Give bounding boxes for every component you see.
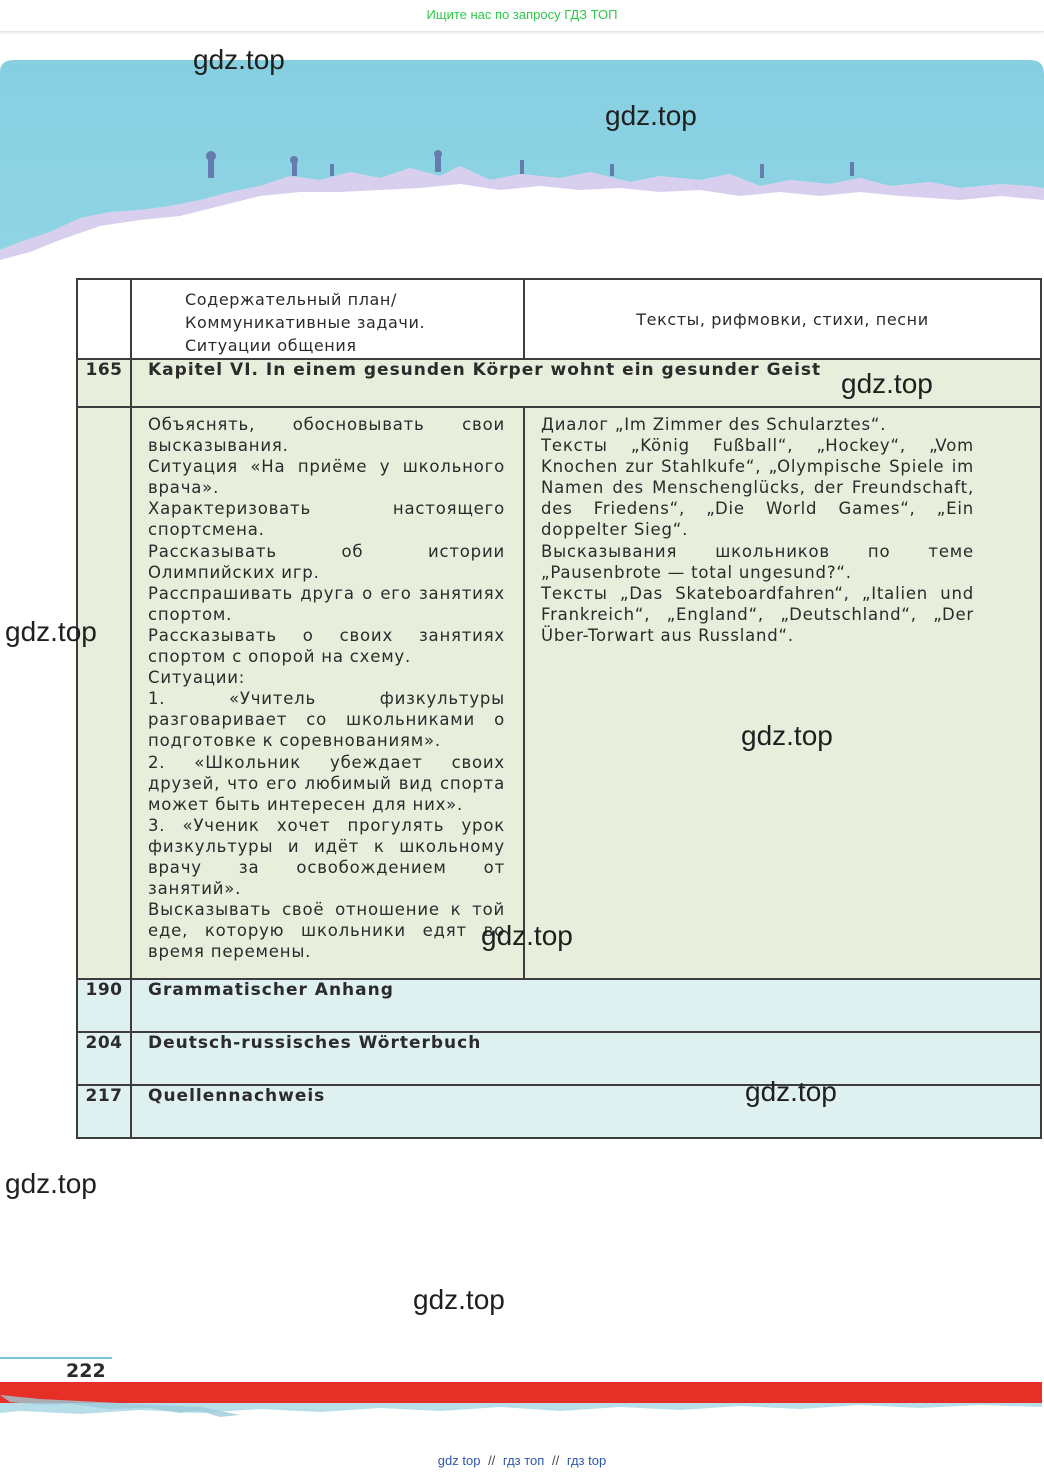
watermark: gdz.top	[741, 720, 833, 751]
bottom-links	[0, 1453, 1044, 1468]
bottom-link[interactable]: гдз top	[566, 1453, 607, 1468]
contents-table	[76, 278, 1042, 1139]
bottom-link[interactable]: gdz top	[437, 1453, 481, 1468]
watermark: gdz.top	[5, 616, 97, 647]
link-separator: //	[488, 1453, 496, 1468]
header-texts-column: Тексты, рифмовки, стихи, песни	[524, 279, 1041, 359]
appendix-row	[77, 979, 1041, 1032]
header-decoration	[0, 60, 1044, 260]
header-page-column	[77, 279, 131, 359]
plan-item: Высказывать своё отношение к той еде, которую школьники едят во время перемены.	[148, 900, 505, 962]
chapter-page-number: 165	[77, 359, 131, 407]
page-number: 222	[66, 1360, 106, 1382]
link-separator: //	[551, 1453, 560, 1468]
top-banner	[0, 0, 1044, 32]
plan-item: 3. «Ученик хочет прогулять урок физкультуры и идёт к школьному врачу за освобождением от занятий».	[148, 815, 505, 899]
top-banner-text: Ищите нас по запросу ГДЗ ТОП	[426, 7, 618, 22]
watermark: gdz.top	[481, 920, 573, 951]
texts-item: Тексты „König Fußball“, „Hockey“, „Vom Knochen zur Stahlkufe“, „Olympische Spiele im Namen des Menschenglücks, der Freundschaft, des Friedens“, „Die World Games“, „Ein doppelter Sieg“.	[541, 436, 974, 540]
header-plan-column	[131, 279, 524, 359]
footer-decoration	[0, 1355, 1044, 1435]
header-plan-line: Содержательный план/	[185, 290, 397, 309]
plan-item: 1. «Учитель физкультуры разговаривает со школьниками о подготовке к соревнованиям».	[148, 689, 505, 751]
appendix-row	[77, 1085, 1041, 1138]
plan-item: Характеризовать настоящего спортсмена.	[148, 499, 505, 540]
watermark: gdz.top	[413, 1284, 505, 1315]
watermark: gdz.top	[745, 1076, 837, 1107]
texts-item: Диалог „Im Zimmer des Schularztes“.	[541, 415, 887, 434]
chapter-title: Kapitel VI. In einem gesunden Körper wohnt ein gesunder Geist	[131, 359, 1041, 407]
watermark: gdz.top	[5, 1168, 97, 1199]
plan-item: Ситуации:	[148, 668, 246, 688]
appendix-title: Quellennachweis	[131, 1085, 1041, 1138]
texts-item: Тексты „Das Skateboardfahren“, „Italien und Frankreich“, „England“, „Deutschland“, „Der Über-Torwart aus Russland“.	[541, 583, 974, 645]
plan-item: Рассказывать о своих занятиях спортом с опорой на схему.	[148, 625, 505, 667]
watermark: gdz.top	[193, 44, 285, 75]
content-page-cell	[77, 407, 131, 979]
plan-item: Объяснять, обосновывать свои высказывания.	[148, 415, 505, 456]
appendix-title: Grammatischer Anhang	[131, 979, 1041, 1032]
watermark: gdz.top	[605, 100, 697, 131]
plan-item: Ситуация «На приёме у школьного врача».	[148, 457, 505, 498]
header-plan-line: Коммуникативные задачи.	[185, 313, 426, 332]
table-header-row	[77, 279, 1041, 359]
appendix-page-number: 204	[77, 1032, 131, 1085]
texts-item: Высказывания школьников по теме „Pausenbrote — total ungesund?“.	[541, 541, 974, 582]
plan-item: Расспрашивать друга о его занятиях спортом.	[148, 583, 505, 624]
bottom-link[interactable]: гдз топ	[502, 1453, 545, 1468]
appendix-page-number: 217	[77, 1085, 131, 1138]
texts-cell	[524, 407, 1041, 979]
plan-cell	[131, 407, 524, 979]
chapter-content-row	[77, 407, 1041, 979]
header-plan-line: Ситуации общения	[185, 336, 357, 355]
appendix-page-number: 190	[77, 979, 131, 1032]
appendix-row	[77, 1032, 1041, 1085]
plan-item: Рассказывать об истории Олимпийских игр.	[148, 541, 505, 582]
watermark: gdz.top	[841, 368, 933, 399]
plan-item: 2. «Школьник убеждает своих друзей, что его любимый вид спорта может быть интересен для них».	[148, 752, 505, 814]
appendix-title: Deutsch-russisches Wörterbuch	[131, 1032, 1041, 1085]
